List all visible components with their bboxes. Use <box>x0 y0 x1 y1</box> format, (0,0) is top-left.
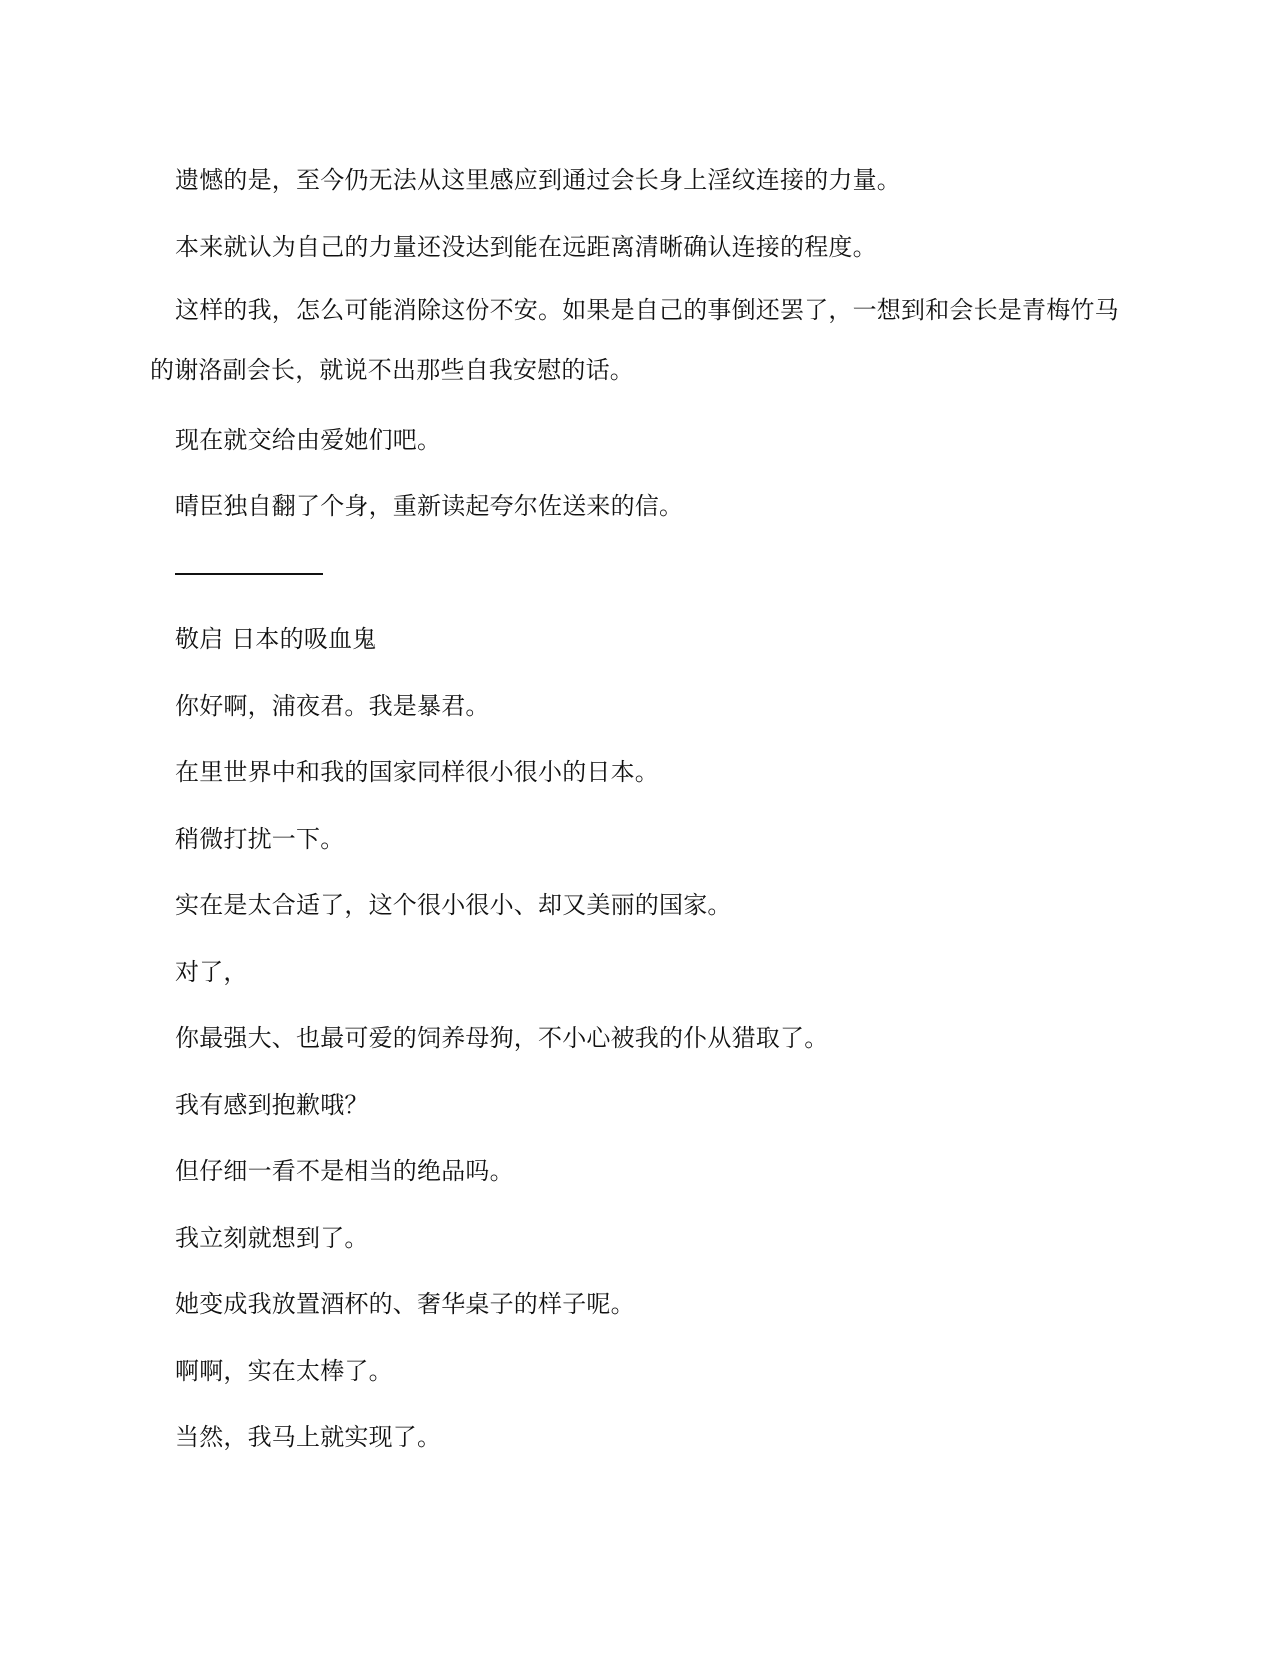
paragraph: 遗憾的是，至今仍无法从这里感应到通过会长身上淫纹连接的力量。 <box>175 166 901 194</box>
section-separator <box>150 540 1140 607</box>
letter-line: 实在是太合适了，这个很小很小、却又美丽的国家。 <box>175 891 732 919</box>
paragraph: 这样的我，怎么可能消除这份不安。如果是自己的事倒还罢了，一想到和会长是青梅竹马的谢洛副会长，就说不出那些自我安慰的话。 <box>150 296 1119 384</box>
letter-line: 啊啊，实在太棒了。 <box>175 1356 393 1385</box>
letter-line: 我有感到抱歉哦？ <box>175 1090 369 1119</box>
paragraph: 晴臣独自翻了个身，重新读起夸尔佐送来的信。 <box>175 492 684 520</box>
letter-line: 你最强大、也最可爱的饲养母狗，不小心被我的仆从猎取了。 <box>175 1024 829 1052</box>
paragraph: 本来就认为自己的力量还没达到能在远距离清晰确认连接的程度。 <box>175 232 877 261</box>
letter-line: 稍微打扰一下。 <box>175 824 345 853</box>
letter-line: 我立刻就想到了。 <box>175 1223 369 1252</box>
separator-rule <box>175 573 323 575</box>
letter-line: 当然，我马上就实现了。 <box>175 1423 442 1451</box>
letter-line: 但仔细一看不是相当的绝品吗。 <box>175 1157 514 1185</box>
paragraph: 现在就交给由爱她们吧。 <box>175 425 442 454</box>
letter-salutation: 敬启 日本的吸血鬼 <box>175 625 377 653</box>
letter-line: 在里世界中和我的国家同样很小很小的日本。 <box>175 758 659 786</box>
letter-line: 你好啊，浦夜君。我是暴君。 <box>175 691 490 720</box>
body-text <box>150 147 1140 1471</box>
letter-line: 她变成我放置酒杯的、奢华桌子的样子呢。 <box>175 1290 635 1318</box>
letter-line: 对了， <box>175 957 248 986</box>
